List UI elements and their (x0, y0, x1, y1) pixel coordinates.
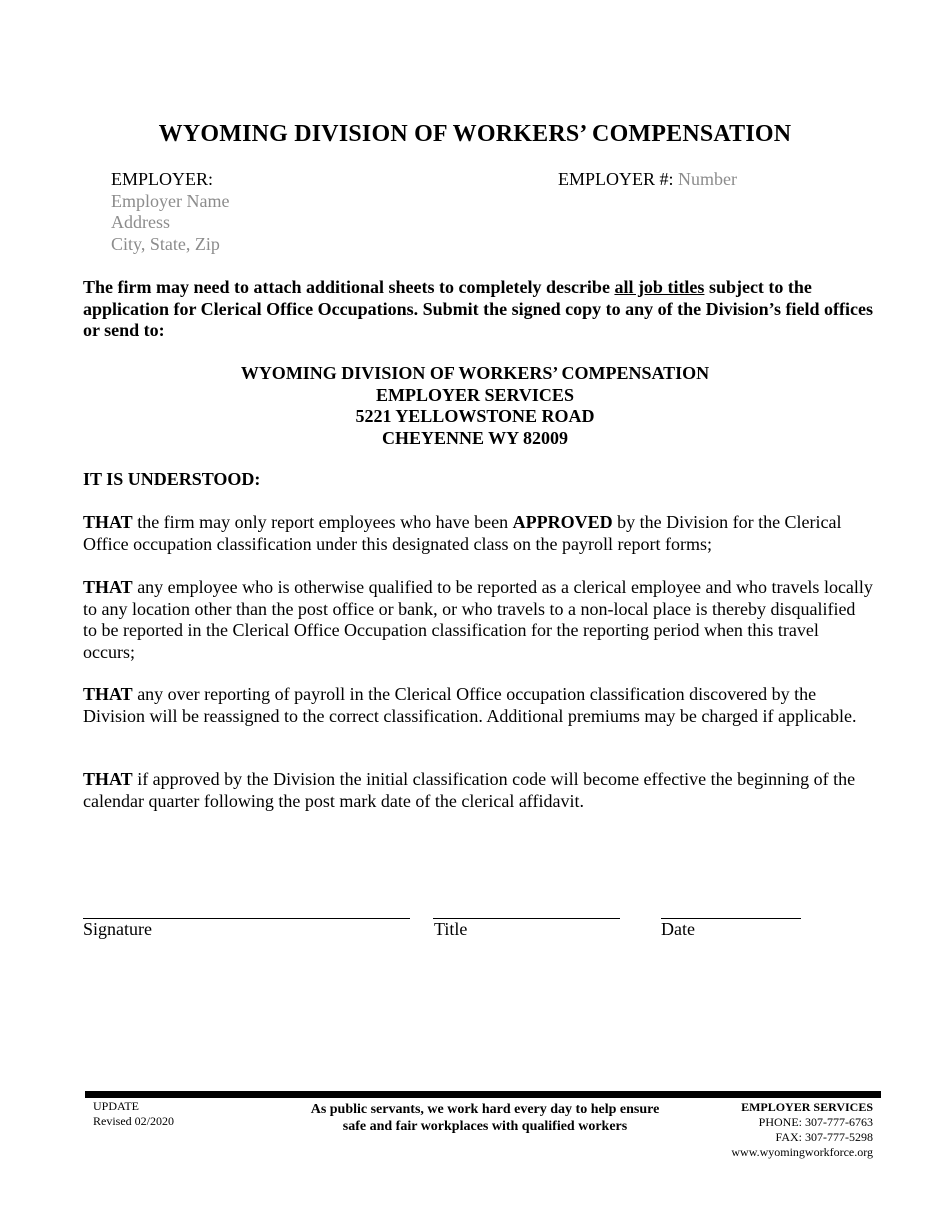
clause-text: if approved by the Division the initial classification code will become effective the beginning of the calendar quarter following the post mark date of the clerical affidavit. (83, 769, 856, 811)
understood-heading: IT IS UNDERSTOOD: (83, 469, 261, 489)
clause-approved (83, 512, 873, 555)
clause-lead: THAT (83, 769, 133, 789)
title-line[interactable] (433, 900, 620, 919)
clause-over-reporting (83, 684, 873, 727)
footer-phone: PHONE: 307-777-6763 (758, 1115, 873, 1129)
footer-motto (285, 1101, 685, 1135)
footer-rule (85, 1091, 881, 1098)
employer-name-field[interactable]: Employer Name (111, 190, 230, 211)
signature-line[interactable] (83, 900, 410, 919)
clause-travel (83, 577, 873, 663)
signature-label: Signature (83, 919, 152, 939)
footer-fax: FAX: 307-777-5298 (775, 1130, 873, 1144)
motto-line: As public servants, we work hard every day to help ensure (310, 1102, 660, 1117)
clause-lead: THAT (83, 512, 133, 532)
date-label: Date (661, 919, 695, 939)
clause-text: any employee who is otherwise qualified to be reported as a clerical employee and who travels locally to any location other than the post office or bank, or who travels to a non-local place is thereby disqualified to be reported in the Clerical Office Occupation classification for the reporting period when this travel occurs; (83, 577, 873, 662)
clause-strong: APPROVED (512, 512, 613, 532)
motto-line: safe and fair workplaces with qualified workers (342, 1119, 628, 1134)
address-line: WYOMING DIVISION OF WORKERS’ COMPENSATION (240, 363, 710, 383)
clause-lead: THAT (83, 577, 133, 597)
title-label: Title (434, 919, 468, 939)
clause-text: by the Division for the Clerical Office occupation classification under this designated class on the payroll report forms; (83, 512, 842, 554)
address-line: EMPLOYER SERVICES (376, 384, 574, 405)
footer-revised: Revised 02/2020 (93, 1114, 174, 1128)
instructions-paragraph (83, 277, 873, 342)
employer-number-label: EMPLOYER #: (558, 169, 674, 189)
clause-lead: THAT (83, 684, 133, 704)
mailing-address (0, 363, 950, 449)
employer-number-field[interactable]: Number (678, 169, 737, 189)
date-line[interactable] (661, 900, 801, 919)
clause-effective-date (83, 769, 873, 812)
footer-contact (650, 1100, 873, 1160)
address-line: 5221 YELLOWSTONE ROAD (355, 406, 595, 426)
instructions-underlined: all job titles (614, 277, 705, 297)
employer-city-field[interactable]: City, State, Zip (111, 233, 220, 254)
employer-label: EMPLOYER: (111, 169, 214, 189)
instructions-text: The firm may need to attach additional sheets to completely describe (83, 277, 615, 297)
footer-website[interactable]: www.wyomingworkforce.org (731, 1145, 873, 1159)
footer-update: UPDATE (93, 1099, 140, 1113)
clause-text: any over reporting of payroll in the Clerical Office occupation classification discovered by the Division will be reassigned to the correct classification. Additional premiums may be charged if applicable. (83, 684, 857, 726)
footer-revision (93, 1099, 174, 1129)
employer-block (111, 169, 229, 255)
address-line: CHEYENNE WY 82009 (381, 427, 569, 448)
instructions-text-end: subject to the application for Clerical Office Occupations. Submit the signed copy to any of the Division’s field offices or send to: (83, 277, 873, 340)
page-title: WYOMING DIVISION OF WORKERS’ COMPENSATION (158, 121, 792, 147)
employer-address-field[interactable]: Address (111, 212, 170, 232)
footer-dept: EMPLOYER SERVICES (741, 1100, 873, 1114)
employer-number (558, 169, 737, 191)
clause-text: the firm may only report employees who have been (132, 512, 513, 532)
